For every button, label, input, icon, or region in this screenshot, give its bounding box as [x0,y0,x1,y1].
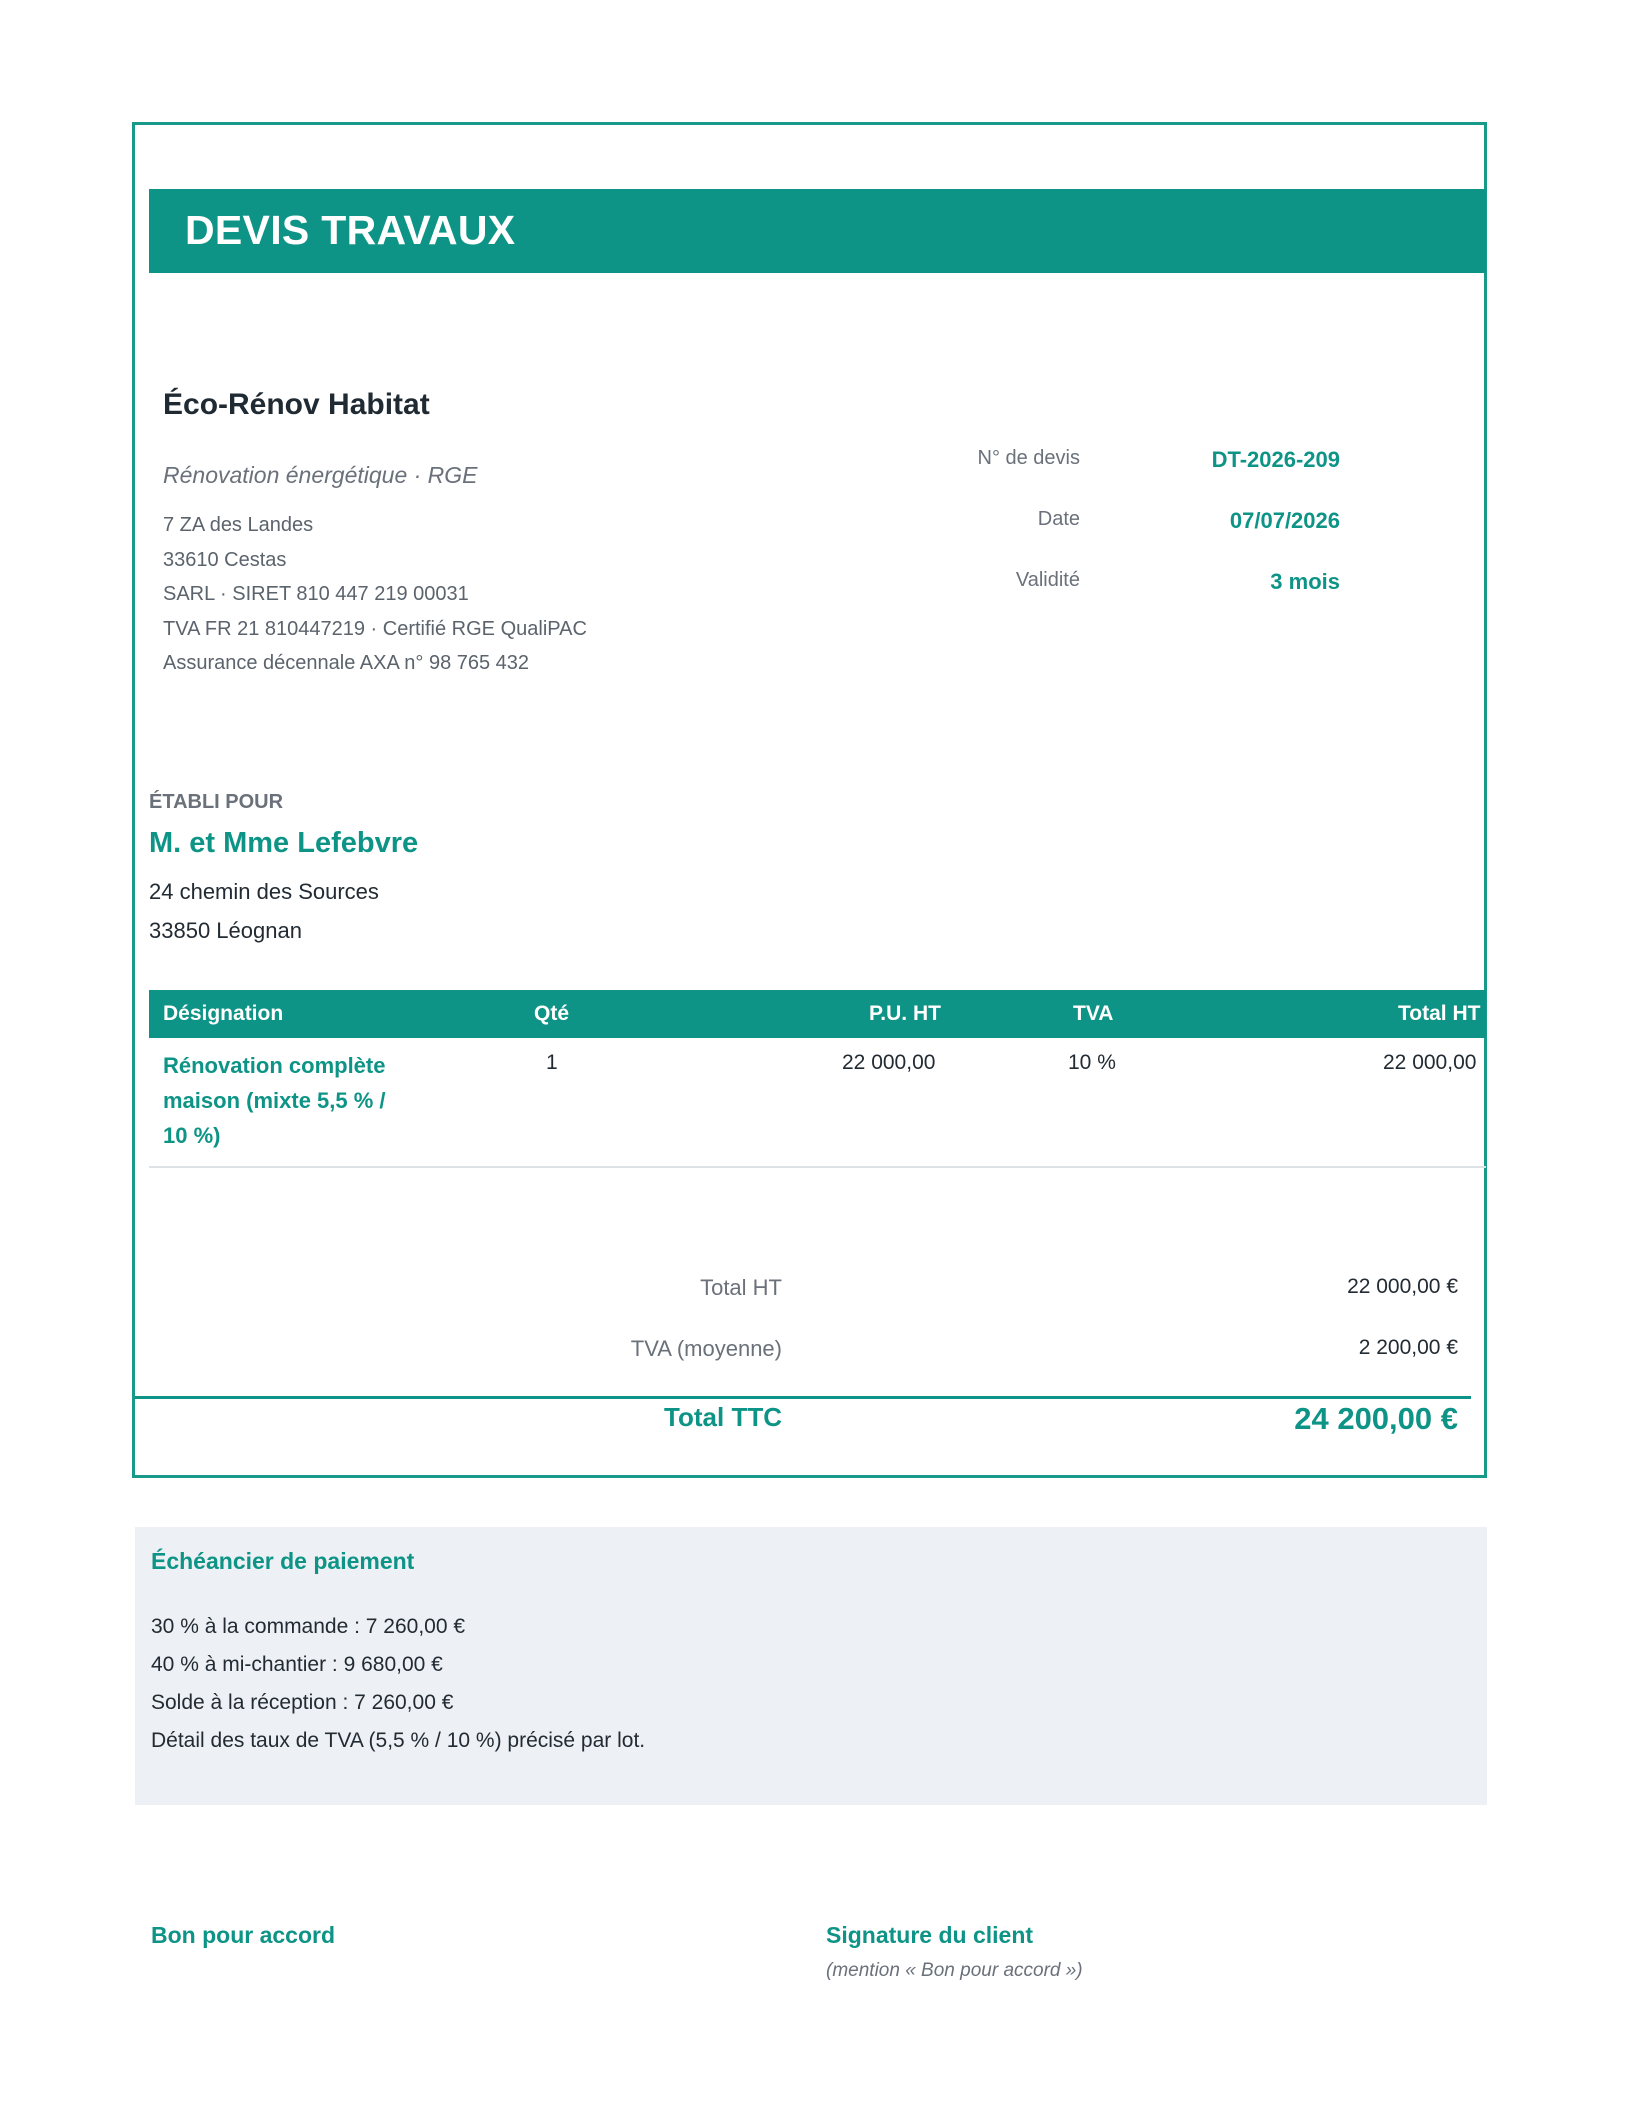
header-tva: TVA [1073,1002,1114,1025]
total-ttc-value: 24 200,00 € [1294,1401,1458,1436]
client-address [149,872,379,950]
table-row-tva: 10 % [1068,1051,1116,1074]
header-qty: Qté [534,1002,570,1025]
designation-line: Rénovation complète [163,1053,386,1078]
payment-schedule-lines [151,1608,645,1760]
payment-schedule-title: Échéancier de paiement [151,1548,415,1574]
payment-schedule-box [135,1527,1487,1805]
payment-line: 40 % à mi-chantier : 9 680,00 € [151,1653,443,1676]
document-title: DEVIS TRAVAUX [185,207,516,253]
company-tagline: Rénovation énergétique · RGE [163,462,478,488]
approval-title: Bon pour accord [151,1922,336,1948]
client-street-line: 24 chemin des Sources [149,879,379,904]
table-row-qty: 1 [546,1051,558,1074]
quote-number-value: DT-2026-209 [1211,447,1340,472]
total-ht-value: 22 000,00 € [1347,1275,1458,1298]
company-address-line: 7 ZA des Landes [163,514,314,536]
total-ht-label: Total HT [700,1275,782,1300]
client-name: M. et Mme Lefebvre [149,827,419,859]
table-row-designation [163,1048,433,1153]
client-signature-title: Signature du client [826,1922,1034,1948]
company-city-line: 33610 Cestas [163,548,287,571]
table-row-divider [149,1166,1486,1168]
company-insurance-line: Assurance décennale AXA n° 98 765 432 [163,652,530,674]
date-label: Date [1037,508,1080,530]
client-heading: ÉTABLI POUR [149,791,284,813]
payment-line: Solde à la réception : 7 260,00 € [151,1691,454,1714]
payment-line: 30 % à la commande : 7 260,00 € [151,1615,466,1638]
company-details [163,508,587,681]
tva-label: TVA (moyenne) [630,1336,782,1361]
validity-value: 3 mois [1270,569,1340,594]
table-row-pu: 22 000,00 [842,1051,936,1074]
total-ttc-divider [135,1396,1471,1399]
client-signature-note: (mention « Bon pour accord ») [826,1960,1083,1981]
validity-label: Validité [1015,569,1080,591]
company-siret-line: SARL · SIRET 810 447 219 00031 [163,583,469,605]
header-total: Total HT [1398,1002,1481,1025]
company-name: Éco-Rénov Habitat [163,388,430,421]
total-ttc-label: Total TTC [664,1402,782,1432]
quote-number-label: N° de devis [977,447,1080,469]
company-tva-line: TVA FR 21 810447219 · Certifié RGE QualiPAC [163,617,587,640]
table-row-total: 22 000,00 [1383,1051,1477,1074]
client-city-line: 33850 Léognan [149,918,302,943]
table-header [149,990,1486,1038]
header-pu: P.U. HT [869,1002,941,1025]
date-value: 07/07/2026 [1229,508,1340,533]
title-bar [149,189,1486,273]
tva-value: 2 200,00 € [1358,1336,1458,1359]
designation-line: maison (mixte 5,5 % / [163,1088,386,1113]
designation-line: 10 %) [163,1123,221,1148]
payment-line: Détail des taux de TVA (5,5 % / 10 %) précisé par lot. [151,1729,646,1752]
header-designation: Désignation [163,1002,284,1025]
